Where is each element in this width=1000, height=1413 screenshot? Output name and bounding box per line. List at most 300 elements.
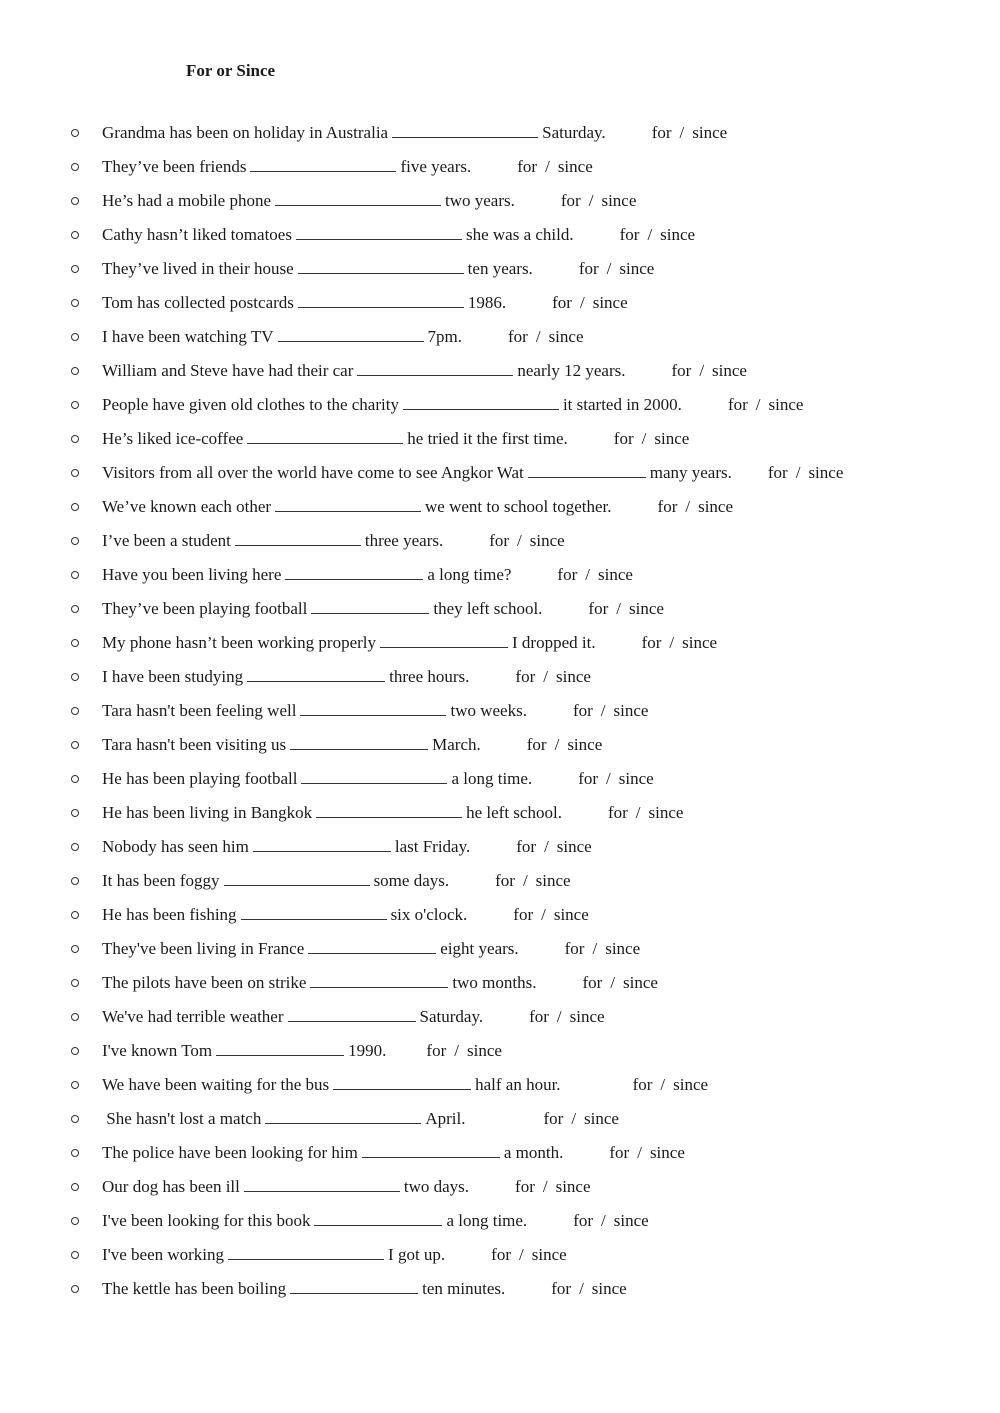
sentence <box>102 599 664 619</box>
sentence <box>102 769 654 789</box>
answer-blank[interactable] <box>275 497 421 512</box>
sentence-start: Grandma has been on holiday in Australia <box>102 123 389 142</box>
answer-blank[interactable] <box>298 293 464 308</box>
exercise-item <box>0 661 1000 695</box>
choice-separator: / <box>679 123 685 142</box>
sentence-start: We have been waiting for the bus <box>102 1075 330 1094</box>
choice-since[interactable]: since <box>654 429 690 448</box>
choice-since[interactable]: since <box>628 599 664 618</box>
choice-since[interactable]: since <box>648 803 684 822</box>
choice-group <box>508 327 584 346</box>
choice-since[interactable]: since <box>557 157 593 176</box>
choice-group <box>517 157 593 176</box>
answer-blank[interactable] <box>314 1211 442 1226</box>
choice-group <box>573 1211 649 1230</box>
sentence-start: William and Steve have had their car <box>102 361 354 380</box>
choice-group <box>652 123 728 142</box>
answer-blank[interactable] <box>403 395 559 410</box>
choice-group <box>513 905 589 924</box>
exercise-item <box>0 423 1000 457</box>
choice-since[interactable]: since <box>613 701 649 720</box>
sentence <box>102 157 593 177</box>
choice-since[interactable]: since <box>584 1109 619 1128</box>
sentence-start: We've had terrible weather <box>102 1007 284 1026</box>
choice-for[interactable]: for <box>495 871 515 890</box>
answer-blank[interactable] <box>300 701 446 716</box>
choice-separator: / <box>616 599 621 618</box>
sentence-start: He has been fishing <box>102 905 237 924</box>
choice-for[interactable]: for <box>426 1041 447 1060</box>
sentence-end: he left school. <box>466 803 562 822</box>
exercise-item <box>0 1035 1000 1069</box>
sentence <box>102 1109 619 1129</box>
choice-since[interactable]: since <box>605 939 641 958</box>
choice-group <box>633 1075 709 1094</box>
bullet-icon <box>71 1149 79 1157</box>
sentence <box>102 259 654 279</box>
exercise-item <box>0 321 1000 355</box>
choice-for[interactable]: for <box>526 735 547 754</box>
choice-for[interactable]: for <box>588 599 609 618</box>
choice-since[interactable]: since <box>548 327 584 346</box>
choice-for[interactable]: for <box>632 1075 653 1094</box>
choice-since[interactable]: since <box>698 497 734 516</box>
bullet-icon <box>71 1115 79 1123</box>
choice-for[interactable]: for <box>582 973 603 992</box>
sentence-start: They’ve been playing football <box>102 599 308 618</box>
choice-since[interactable]: since <box>613 1211 649 1230</box>
bullet-icon <box>71 503 79 511</box>
sentence-end: 7pm. <box>427 327 462 346</box>
bullet-icon <box>71 979 79 987</box>
answer-blank[interactable] <box>275 191 441 206</box>
bullet-icon <box>71 231 79 239</box>
bullet-icon <box>71 809 79 817</box>
choice-for[interactable]: for <box>671 361 692 380</box>
choice-for[interactable]: for <box>517 157 538 176</box>
bullet-icon <box>71 299 79 307</box>
choice-group <box>608 803 684 822</box>
sentence-end: ten years. <box>467 259 533 278</box>
answer-blank[interactable] <box>235 531 361 546</box>
choice-separator: / <box>571 1109 577 1128</box>
answer-blank[interactable] <box>216 1041 344 1056</box>
sentence-start: Tom has collected postcards <box>102 293 294 312</box>
choice-group <box>609 1143 685 1162</box>
sentence-start: He has been living in Bangkok <box>102 803 313 822</box>
bullet-icon <box>71 197 79 205</box>
sentence-end: I dropped it. <box>512 633 596 652</box>
bullet-icon <box>71 843 79 851</box>
bullet-icon <box>71 945 79 953</box>
sentence <box>102 701 648 721</box>
answer-blank[interactable] <box>308 939 436 954</box>
sentence-end: April. <box>425 1109 466 1128</box>
sentence-end: two weeks. <box>450 701 527 720</box>
sentence-end: Saturday. <box>542 123 606 142</box>
choice-since[interactable]: since <box>692 123 728 142</box>
sentence-start: Nobody has seen him <box>102 837 249 856</box>
answer-blank[interactable] <box>228 1245 384 1260</box>
choice-for[interactable]: for <box>513 905 534 924</box>
exercise-item <box>0 593 1000 627</box>
sentence <box>102 1245 567 1265</box>
choice-separator: / <box>545 157 550 176</box>
sentence <box>102 973 658 993</box>
answer-blank[interactable] <box>362 1143 500 1158</box>
sentence <box>102 1075 708 1095</box>
sentence <box>102 565 633 585</box>
exercise-item <box>0 933 1000 967</box>
choice-group <box>642 633 718 652</box>
answer-blank[interactable] <box>310 973 448 988</box>
sentence-end: half an hour. <box>475 1075 561 1094</box>
exercise-item <box>0 1103 1000 1137</box>
sentence <box>102 1007 605 1027</box>
choice-for[interactable]: for <box>609 1143 630 1162</box>
sentence-start: He has been playing football <box>102 769 298 788</box>
choice-since[interactable]: since <box>597 565 633 584</box>
choice-group <box>426 1041 502 1060</box>
choice-group <box>557 565 633 584</box>
exercise-item <box>0 457 1000 491</box>
bullet-icon <box>71 639 79 647</box>
bullet-icon <box>71 571 79 579</box>
sentence <box>102 667 591 687</box>
bullet-icon <box>71 1183 79 1191</box>
choice-for[interactable]: for <box>613 429 634 448</box>
answer-blank[interactable] <box>265 1109 421 1124</box>
sentence <box>102 361 747 381</box>
answer-blank[interactable] <box>224 871 370 886</box>
sentence-start: Cathy hasn’t liked tomatoes <box>102 225 292 244</box>
answer-blank[interactable] <box>288 1007 416 1022</box>
choice-for[interactable]: for <box>573 1211 594 1230</box>
choice-group <box>578 769 654 788</box>
bullet-icon <box>71 605 79 613</box>
sentence <box>102 939 640 959</box>
bullet-icon <box>71 469 79 477</box>
sentence-start: I've been looking for this book <box>102 1211 311 1230</box>
answer-blank[interactable] <box>357 361 513 376</box>
choice-for[interactable]: for <box>543 1109 564 1128</box>
exercise-item <box>0 491 1000 525</box>
sentence <box>102 225 695 245</box>
choice-group <box>620 225 696 244</box>
answer-blank[interactable] <box>278 327 424 342</box>
exercise-item <box>0 763 1000 797</box>
sentence-start: They've been living in France <box>102 939 305 958</box>
sentence-end: nearly 12 years. <box>517 361 626 380</box>
answer-blank[interactable] <box>247 429 403 444</box>
choice-for[interactable]: for <box>578 259 599 278</box>
exercise-item <box>0 185 1000 219</box>
bullet-icon <box>71 537 79 545</box>
choice-for[interactable]: for <box>489 531 510 550</box>
choice-separator: / <box>535 327 541 346</box>
choice-separator: / <box>601 1211 606 1230</box>
sentence <box>102 735 602 755</box>
sentence-end: ten minutes. <box>422 1279 506 1298</box>
choice-group <box>515 1177 591 1196</box>
sentence-start: The police have been looking for him <box>102 1143 358 1162</box>
choice-group <box>491 1245 567 1264</box>
answer-blank[interactable] <box>392 123 538 138</box>
choice-separator: / <box>522 871 528 890</box>
sentence <box>102 803 683 823</box>
answer-blank[interactable] <box>380 633 508 648</box>
choice-for[interactable]: for <box>551 1279 572 1298</box>
sentence <box>102 1041 502 1061</box>
choice-for[interactable]: for <box>572 701 593 720</box>
sentence-start: The pilots have been on strike <box>102 973 307 992</box>
sentence-start: He’s liked ice-coffee <box>102 429 244 448</box>
choice-separator: / <box>543 667 548 686</box>
sentence-end: two years. <box>445 191 515 210</box>
bullet-icon <box>71 367 79 375</box>
exercise-item <box>0 117 1000 151</box>
choice-since[interactable]: since <box>712 361 747 380</box>
choice-since[interactable]: since <box>682 633 718 652</box>
choice-separator: / <box>606 259 612 278</box>
sentence-start: Tara hasn't been feeling well <box>102 701 297 720</box>
sentence-start: We’ve known each other <box>102 497 272 516</box>
choice-for[interactable]: for <box>564 939 585 958</box>
exercise-item <box>0 1273 1000 1307</box>
bullet-icon <box>71 741 79 749</box>
choice-separator: / <box>699 361 705 380</box>
answer-blank[interactable] <box>250 157 396 172</box>
choice-for[interactable]: for <box>515 1177 535 1196</box>
sentence-start: Tara hasn't been visiting us <box>102 735 287 754</box>
choice-since[interactable]: since <box>592 293 628 312</box>
sentence-start: Our dog has been ill <box>102 1177 240 1196</box>
choice-separator: / <box>685 497 691 516</box>
exercise-item <box>0 525 1000 559</box>
exercise-item <box>0 1001 1000 1035</box>
choice-separator: / <box>669 633 675 652</box>
answer-blank[interactable] <box>290 735 428 750</box>
choice-separator: / <box>606 769 611 788</box>
choice-separator: / <box>588 191 594 210</box>
choice-for[interactable]: for <box>578 769 599 788</box>
choice-separator: / <box>454 1041 459 1060</box>
choice-group <box>579 259 655 278</box>
choice-for[interactable]: for <box>491 1245 511 1264</box>
choice-since[interactable]: since <box>535 871 571 890</box>
choice-since[interactable]: since <box>529 531 565 550</box>
choice-separator: / <box>519 1245 524 1264</box>
choice-group <box>561 191 637 210</box>
choice-group <box>573 701 649 720</box>
sentence-start: She hasn't lost a match <box>102 1109 262 1128</box>
sentence <box>102 1143 685 1163</box>
choice-since[interactable]: since <box>555 1177 591 1196</box>
choice-group <box>543 1109 619 1128</box>
answer-blank[interactable] <box>311 599 429 614</box>
choice-for[interactable]: for <box>508 327 528 346</box>
bullet-icon <box>71 877 79 885</box>
choice-for[interactable]: for <box>515 667 536 686</box>
exercise-item <box>0 559 1000 593</box>
sentence-end: three hours. <box>389 667 470 686</box>
choice-for[interactable]: for <box>619 225 640 244</box>
answer-blank[interactable] <box>285 565 423 580</box>
choice-separator: / <box>544 837 549 856</box>
sentence-start: I’ve been a student <box>102 531 231 550</box>
choice-group <box>671 361 747 380</box>
sentence <box>102 633 717 653</box>
choice-group <box>495 871 571 890</box>
choice-since[interactable]: since <box>466 1041 502 1060</box>
answer-blank[interactable] <box>247 667 385 682</box>
choice-group <box>489 531 565 550</box>
sentence <box>102 1211 649 1231</box>
sentence-start: He’s had a mobile phone <box>102 191 272 210</box>
answer-blank[interactable] <box>244 1177 400 1192</box>
bullet-icon <box>71 435 79 443</box>
sentence-start: I've known Tom <box>102 1041 213 1060</box>
sentence-end: five years. <box>400 157 472 176</box>
choice-for[interactable]: for <box>607 803 628 822</box>
bullet-icon <box>71 911 79 919</box>
sentence-end: six o'clock. <box>390 905 468 924</box>
sentence-end: March. <box>432 735 481 754</box>
sentence-start: The kettle has been boiling <box>102 1279 287 1298</box>
exercise-item <box>0 1205 1000 1239</box>
answer-blank[interactable] <box>298 259 464 274</box>
exercise-item <box>0 865 1000 899</box>
sentence-end: two days. <box>403 1177 470 1196</box>
exercise-item <box>0 729 1000 763</box>
sentence-end: 1990. <box>348 1041 387 1060</box>
choice-separator: / <box>541 905 546 924</box>
answer-blank[interactable] <box>333 1075 471 1090</box>
choice-for[interactable]: for <box>560 191 581 210</box>
choice-since[interactable]: since <box>531 1245 567 1264</box>
sentence <box>102 463 843 483</box>
choice-since[interactable]: since <box>591 1279 627 1298</box>
bullet-icon <box>71 401 79 409</box>
choice-since[interactable]: since <box>553 905 589 924</box>
answer-blank[interactable] <box>241 905 387 920</box>
choice-separator: / <box>554 735 560 754</box>
answer-blank[interactable] <box>301 769 447 784</box>
answer-blank[interactable] <box>290 1279 418 1294</box>
choice-since[interactable]: since <box>555 667 591 686</box>
choice-since[interactable]: since <box>569 1007 605 1026</box>
sentence-end: many years. <box>649 463 732 482</box>
choice-since[interactable]: since <box>808 463 844 482</box>
sentence-end: a month. <box>503 1143 564 1162</box>
choice-since[interactable]: since <box>660 225 696 244</box>
sentence-end: two months. <box>452 973 537 992</box>
choice-since[interactable]: since <box>673 1075 709 1094</box>
choice-group <box>551 1279 627 1298</box>
sentence-start: I have been watching TV <box>102 327 274 346</box>
exercise-item <box>0 253 1000 287</box>
choice-group <box>527 735 603 754</box>
sentence <box>102 837 592 857</box>
exercise-item <box>0 1137 1000 1171</box>
choice-for[interactable]: for <box>529 1007 549 1026</box>
choice-group <box>614 429 690 448</box>
sentence-start: People have given old clothes to the charity <box>102 395 399 414</box>
choice-for[interactable]: for <box>657 497 678 516</box>
answer-blank[interactable] <box>528 463 646 478</box>
choice-separator: / <box>592 939 598 958</box>
choice-group <box>768 463 844 482</box>
bullet-icon <box>71 265 79 273</box>
choice-separator: / <box>635 803 641 822</box>
choice-for[interactable]: for <box>767 463 788 482</box>
bullet-icon <box>71 333 79 341</box>
sentence-end: some days. <box>373 871 450 890</box>
sentence-end: a long time. <box>451 769 533 788</box>
choice-separator: / <box>637 1143 642 1162</box>
sentence <box>102 1177 591 1197</box>
choice-for[interactable]: for <box>516 837 537 856</box>
choice-group <box>565 939 641 958</box>
choice-since[interactable]: since <box>601 191 637 210</box>
choice-for[interactable]: for <box>727 395 748 414</box>
answer-blank[interactable] <box>316 803 462 818</box>
choice-for[interactable]: for <box>651 123 672 142</box>
sentence-start: Visitors from all over the world have come to see Angkor Wat <box>102 463 524 482</box>
sentence-end: we went to school together. <box>425 497 612 516</box>
sentence-end: three years. <box>364 531 444 550</box>
exercise-item <box>0 389 1000 423</box>
sentence <box>102 191 636 211</box>
exercise-item <box>0 831 1000 865</box>
choice-separator: / <box>579 1279 584 1298</box>
choice-for[interactable]: for <box>552 293 572 312</box>
choice-separator: / <box>556 1007 562 1026</box>
choice-since[interactable]: since <box>649 1143 685 1162</box>
sentence <box>102 429 689 449</box>
choice-separator: / <box>610 973 616 992</box>
choice-group <box>515 667 591 686</box>
choice-since[interactable]: since <box>619 259 655 278</box>
sentence-end: it started in 2000. <box>562 395 682 414</box>
bullet-icon <box>71 775 79 783</box>
answer-blank[interactable] <box>296 225 462 240</box>
choice-for[interactable]: for <box>557 565 578 584</box>
choice-group <box>582 973 658 992</box>
choice-since[interactable]: since <box>567 735 603 754</box>
choice-since[interactable]: since <box>618 769 654 788</box>
choice-since[interactable]: since <box>768 395 804 414</box>
choice-separator: / <box>585 565 590 584</box>
exercise-item <box>0 287 1000 321</box>
exercise-item <box>0 899 1000 933</box>
bullet-icon <box>71 673 79 681</box>
exercise-item <box>0 151 1000 185</box>
choice-for[interactable]: for <box>641 633 662 652</box>
sentence-end: 1986. <box>467 293 507 312</box>
sentence-start: They’ve been friends <box>102 157 247 176</box>
answer-blank[interactable] <box>253 837 391 852</box>
choice-since[interactable]: since <box>623 973 658 992</box>
choice-separator: / <box>600 701 606 720</box>
choice-separator: / <box>641 429 647 448</box>
sentence <box>102 395 803 415</box>
sentence <box>102 1279 627 1299</box>
bullet-icon <box>71 1285 79 1293</box>
bullet-icon <box>71 1251 79 1259</box>
choice-since[interactable]: since <box>556 837 592 856</box>
choice-separator: / <box>517 531 522 550</box>
